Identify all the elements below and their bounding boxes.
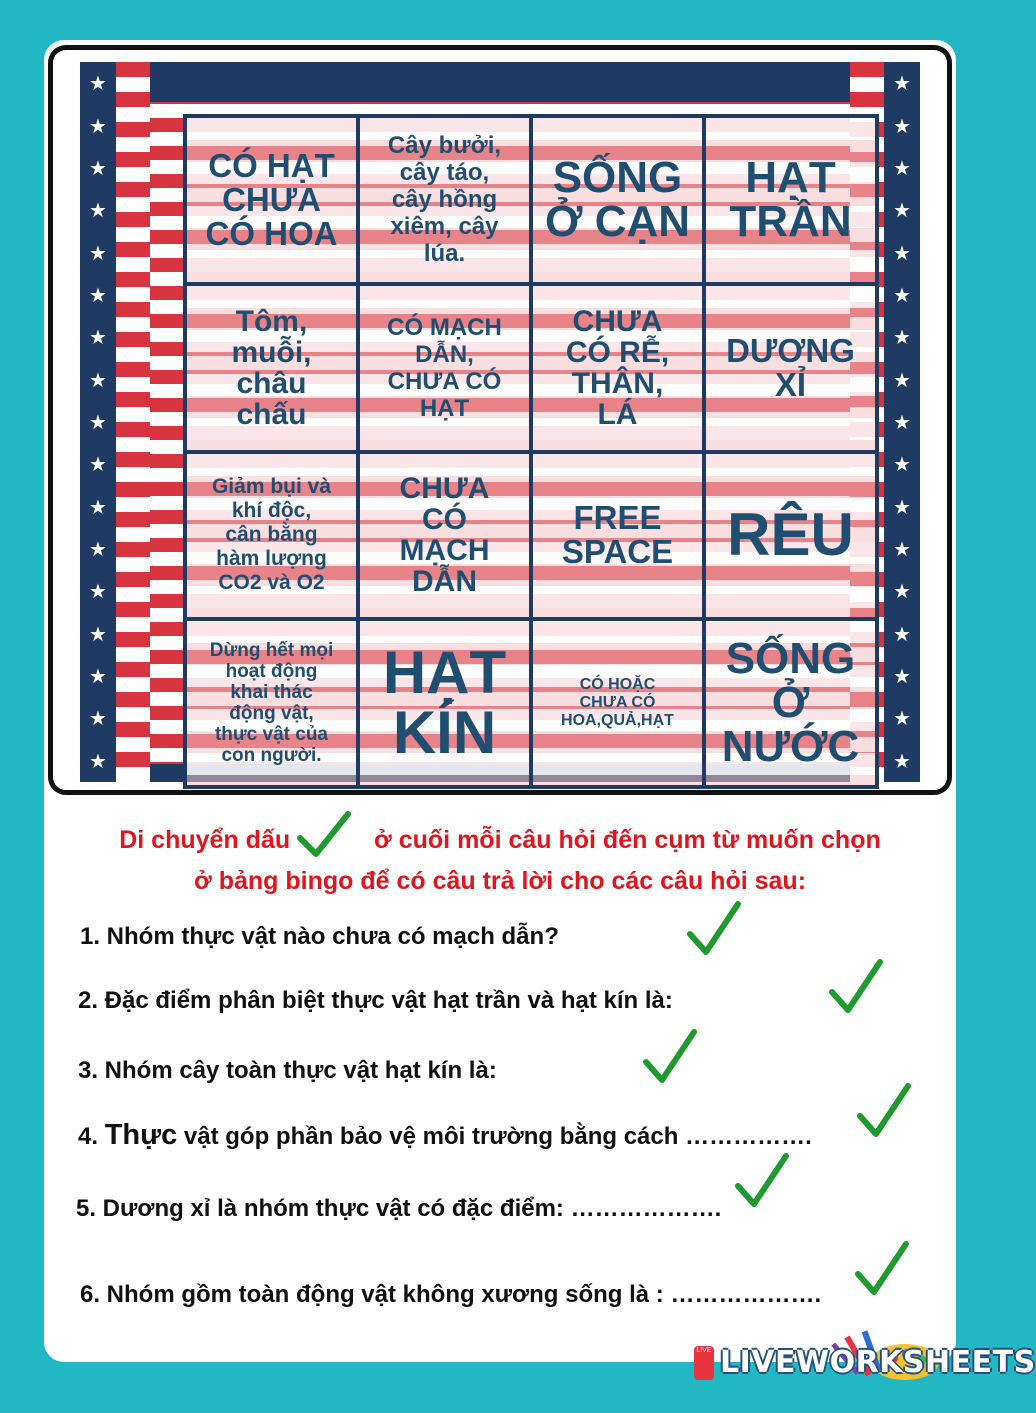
question-2: 2. Đặc điểm phân biệt thực vật hạt trần và hạt kín là: [78, 987, 673, 1014]
flag-background [80, 62, 920, 782]
bingo-cell[interactable]: CÓ MẠCH DẪN, CHƯA CÓ HẠT [358, 284, 531, 452]
bingo-cell[interactable]: RÊU [704, 452, 877, 620]
question-4-text: vật góp phần bảo vệ môi trường bằng cách ……………. [177, 1123, 812, 1150]
bingo-cell[interactable]: SỐNG Ở NƯỚC [704, 619, 877, 787]
draggable-checkmark-icon[interactable] [734, 1152, 790, 1208]
liveworksheets-logo[interactable]: LIVEWORKSHEETS [720, 1345, 1036, 1380]
bingo-cell[interactable]: HẠT TRẦN [704, 116, 877, 284]
bingo-cell[interactable]: HẠT KÍN [358, 619, 531, 787]
instruction-text-after: ở cuối mỗi câu hỏi đến cụm từ muốn chọn [374, 826, 881, 854]
bingo-grid [183, 114, 879, 789]
question-4-prefix: 4. [78, 1123, 105, 1150]
checkmark-icon [296, 810, 352, 860]
bingo-cell[interactable]: CHƯA CÓ RỄ, THÂN, LÁ [531, 284, 704, 452]
bingo-cell[interactable]: Dừng hết mọi hoạt động khai thác động vật, thực vật của con người. [185, 619, 358, 787]
question-5: 5. Dương xỉ là nhóm thực vật có đặc điểm: ………………. [76, 1195, 722, 1222]
bingo-cell[interactable]: CÓ HẠT CHƯA CÓ HOA [185, 116, 358, 284]
bingo-cell[interactable]: CÓ HOẶC CHƯA CÓ HOA,QUẢ,HẠT [531, 619, 704, 787]
question-1: 1. Nhóm thực vật nào chưa có mạch dẫn? [80, 923, 559, 950]
instruction-text-before: Di chuyển dấu [119, 826, 291, 854]
right-star-column: ★ ★ ★ ★ ★ ★ ★ ★ ★ ★ ★ ★ ★ ★ ★ ★ ★ [884, 62, 920, 782]
instruction-line-2: ở bảng bingo để có câu trả lời cho các câu hỏi sau: [193, 867, 807, 895]
question-6: 6. Nhóm gồm toàn động vật không xương sống là : ………………. [80, 1281, 822, 1308]
bingo-cell[interactable]: Tôm, muỗi, châu chấu [185, 284, 358, 452]
bingo-cell[interactable]: SỐNG Ở CẠN [531, 116, 704, 284]
bingo-cell[interactable]: CHƯA CÓ MẠCH DẪN [358, 452, 531, 620]
draggable-checkmark-icon[interactable] [856, 1082, 912, 1138]
instruction-line-1 [44, 825, 956, 855]
bingo-cell[interactable]: DƯƠNG XỈ [704, 284, 877, 452]
question-4 [78, 1120, 812, 1152]
bingo-frame [48, 45, 952, 795]
question-4-big-word: Thực [104, 1119, 178, 1151]
draggable-checkmark-icon[interactable] [642, 1028, 698, 1084]
bingo-cell[interactable]: FREE SPACE [531, 452, 704, 620]
question-3: 3. Nhóm cây toàn thực vật hạt kín là: [78, 1057, 497, 1084]
left-star-column: ★ ★ ★ ★ ★ ★ ★ ★ ★ ★ ★ ★ ★ ★ ★ ★ ★ [80, 62, 116, 782]
draggable-checkmark-icon[interactable] [686, 900, 742, 956]
flag-top-band [80, 62, 920, 102]
left-stripe-band [116, 62, 150, 782]
bingo-cell[interactable]: Cây bưởi, cây táo, cây hồng xiêm, cây lúa. [358, 116, 531, 284]
bingo-cell[interactable]: Giảm bụi và khí độc, cân bằng hàm lượng CO2 và O2 [185, 452, 358, 620]
draggable-checkmark-icon[interactable] [828, 958, 884, 1014]
live-badge: LIVE [694, 1346, 714, 1380]
draggable-checkmark-icon[interactable] [854, 1240, 910, 1296]
